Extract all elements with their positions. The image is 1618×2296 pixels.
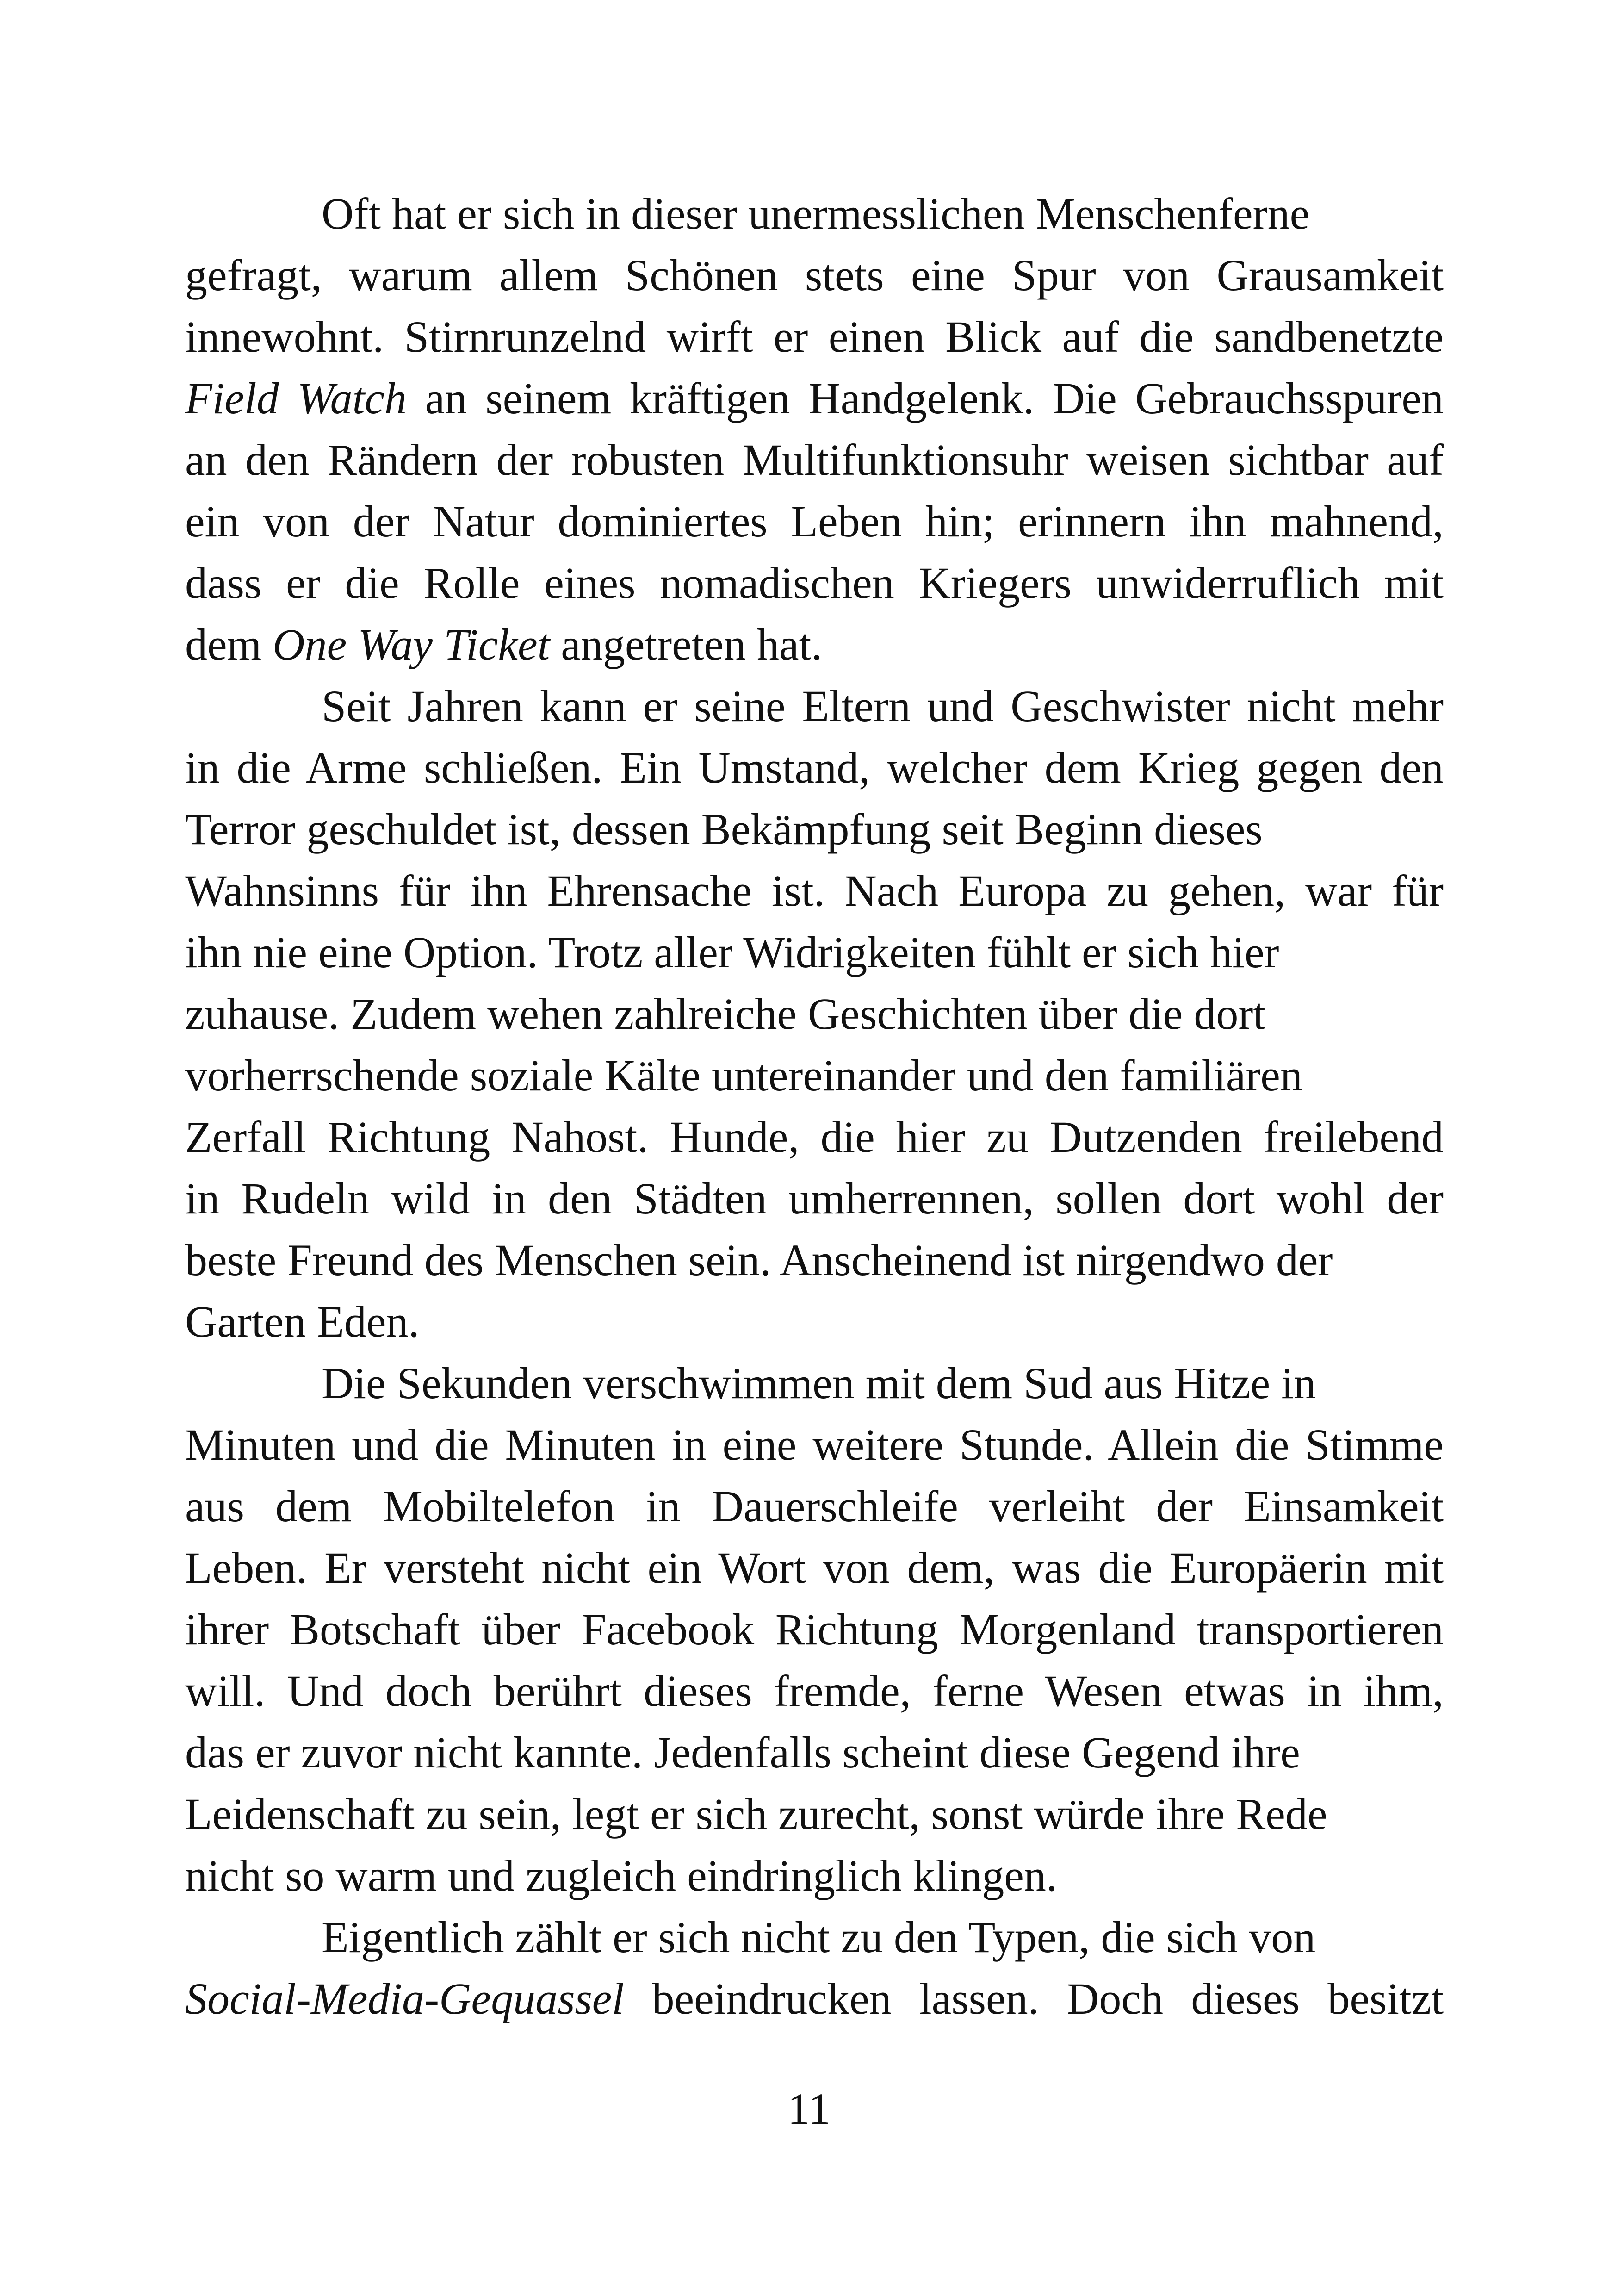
text-line: Social-Media-Gequassel beeindrucken lassen. Doch dieses besitzt — [185, 1974, 1444, 2023]
text-line: Seit Jahren kann er seine Eltern und Geschwister nicht mehr — [322, 681, 1444, 731]
text-line: zuhause. Zudem wehen zahlreiche Geschichten über die dort — [185, 989, 1265, 1039]
text-line: Eigentlich zählt er sich nicht zu den Typen, die sich von — [322, 1912, 1316, 1962]
text-line: Zerfall Richtung Nahost. Hunde, die hier zu Dutzenden freilebend — [185, 1112, 1444, 1162]
italic-term: Field Watch — [185, 373, 407, 423]
text-line: Garten Eden. — [185, 1297, 420, 1346]
text-line: in Rudeln wild in den Städten umherrennen, sollen dort wohl der — [185, 1174, 1444, 1223]
text-line: Die Sekunden verschwimmen mit dem Sud aus Hitze in — [322, 1358, 1316, 1408]
text-line: ihrer Botschaft über Facebook Richtung Morgenland transportieren — [185, 1605, 1444, 1654]
text-line: beste Freund des Menschen sein. Anscheinend ist nirgendwo der — [185, 1235, 1333, 1285]
text-line: Leben. Er versteht nicht ein Wort von dem, was die Europäerin mit — [185, 1543, 1444, 1593]
italic-term: Social-Media-Gequassel — [185, 1974, 625, 2023]
text-line: Field Watch an seinem kräftigen Handgelenk. Die Gebrauchsspuren — [185, 373, 1444, 423]
text-line: an den Rändern der robusten Multifunktionsuhr weisen sichtbar auf — [185, 435, 1444, 485]
text-line: Oft hat er sich in dieser unermesslichen Menschenferne — [322, 189, 1310, 238]
text-line: gefragt, warum allem Schönen stets eine Spur von Grausamkeit — [185, 250, 1444, 300]
text-line: Minuten und die Minuten in eine weitere Stunde. Allein die Stimme — [185, 1420, 1444, 1469]
text-line: Leidenschaft zu sein, legt er sich zurecht, sonst würde ihre Rede — [185, 1789, 1327, 1839]
text-line: dass er die Rolle eines nomadischen Kriegers unwiderruflich mit — [185, 558, 1444, 608]
italic-term: One Way Ticket — [273, 620, 550, 669]
page-number: 11 — [787, 2084, 831, 2134]
text-line: vorherrschende soziale Kälte untereinander und den familiären — [185, 1051, 1302, 1100]
body-text — [185, 183, 1444, 2029]
text-line: aus dem Mobiltelefon in Dauerschleife verleiht der Einsamkeit — [185, 1481, 1444, 1531]
text-line: nicht so warm und zugleich eindringlich klingen. — [185, 1851, 1057, 1900]
text-line: das er zuvor nicht kannte. Jedenfalls scheint diese Gegend ihre — [185, 1728, 1300, 1777]
text-line: dem One Way Ticket angetreten hat. — [185, 620, 823, 669]
text-line: will. Und doch berührt dieses fremde, ferne Wesen etwas in ihm, — [185, 1666, 1444, 1716]
text-line: Wahnsinns für ihn Ehrensache ist. Nach Europa zu gehen, war für — [185, 866, 1444, 915]
text-line: ihn nie eine Option. Trotz aller Widrigkeiten fühlt er sich hier — [185, 927, 1279, 977]
text-line: Terror geschuldet ist, dessen Bekämpfung seit Beginn dieses — [185, 804, 1263, 854]
text-line: innewohnt. Stirnrunzelnd wirft er einen Blick auf die sandbenetzte — [185, 312, 1444, 361]
text-line: ein von der Natur dominiertes Leben hin; erinnern ihn mahnend, — [185, 497, 1444, 546]
text-line: in die Arme schließen. Ein Umstand, welcher dem Krieg gegen den — [185, 743, 1444, 792]
